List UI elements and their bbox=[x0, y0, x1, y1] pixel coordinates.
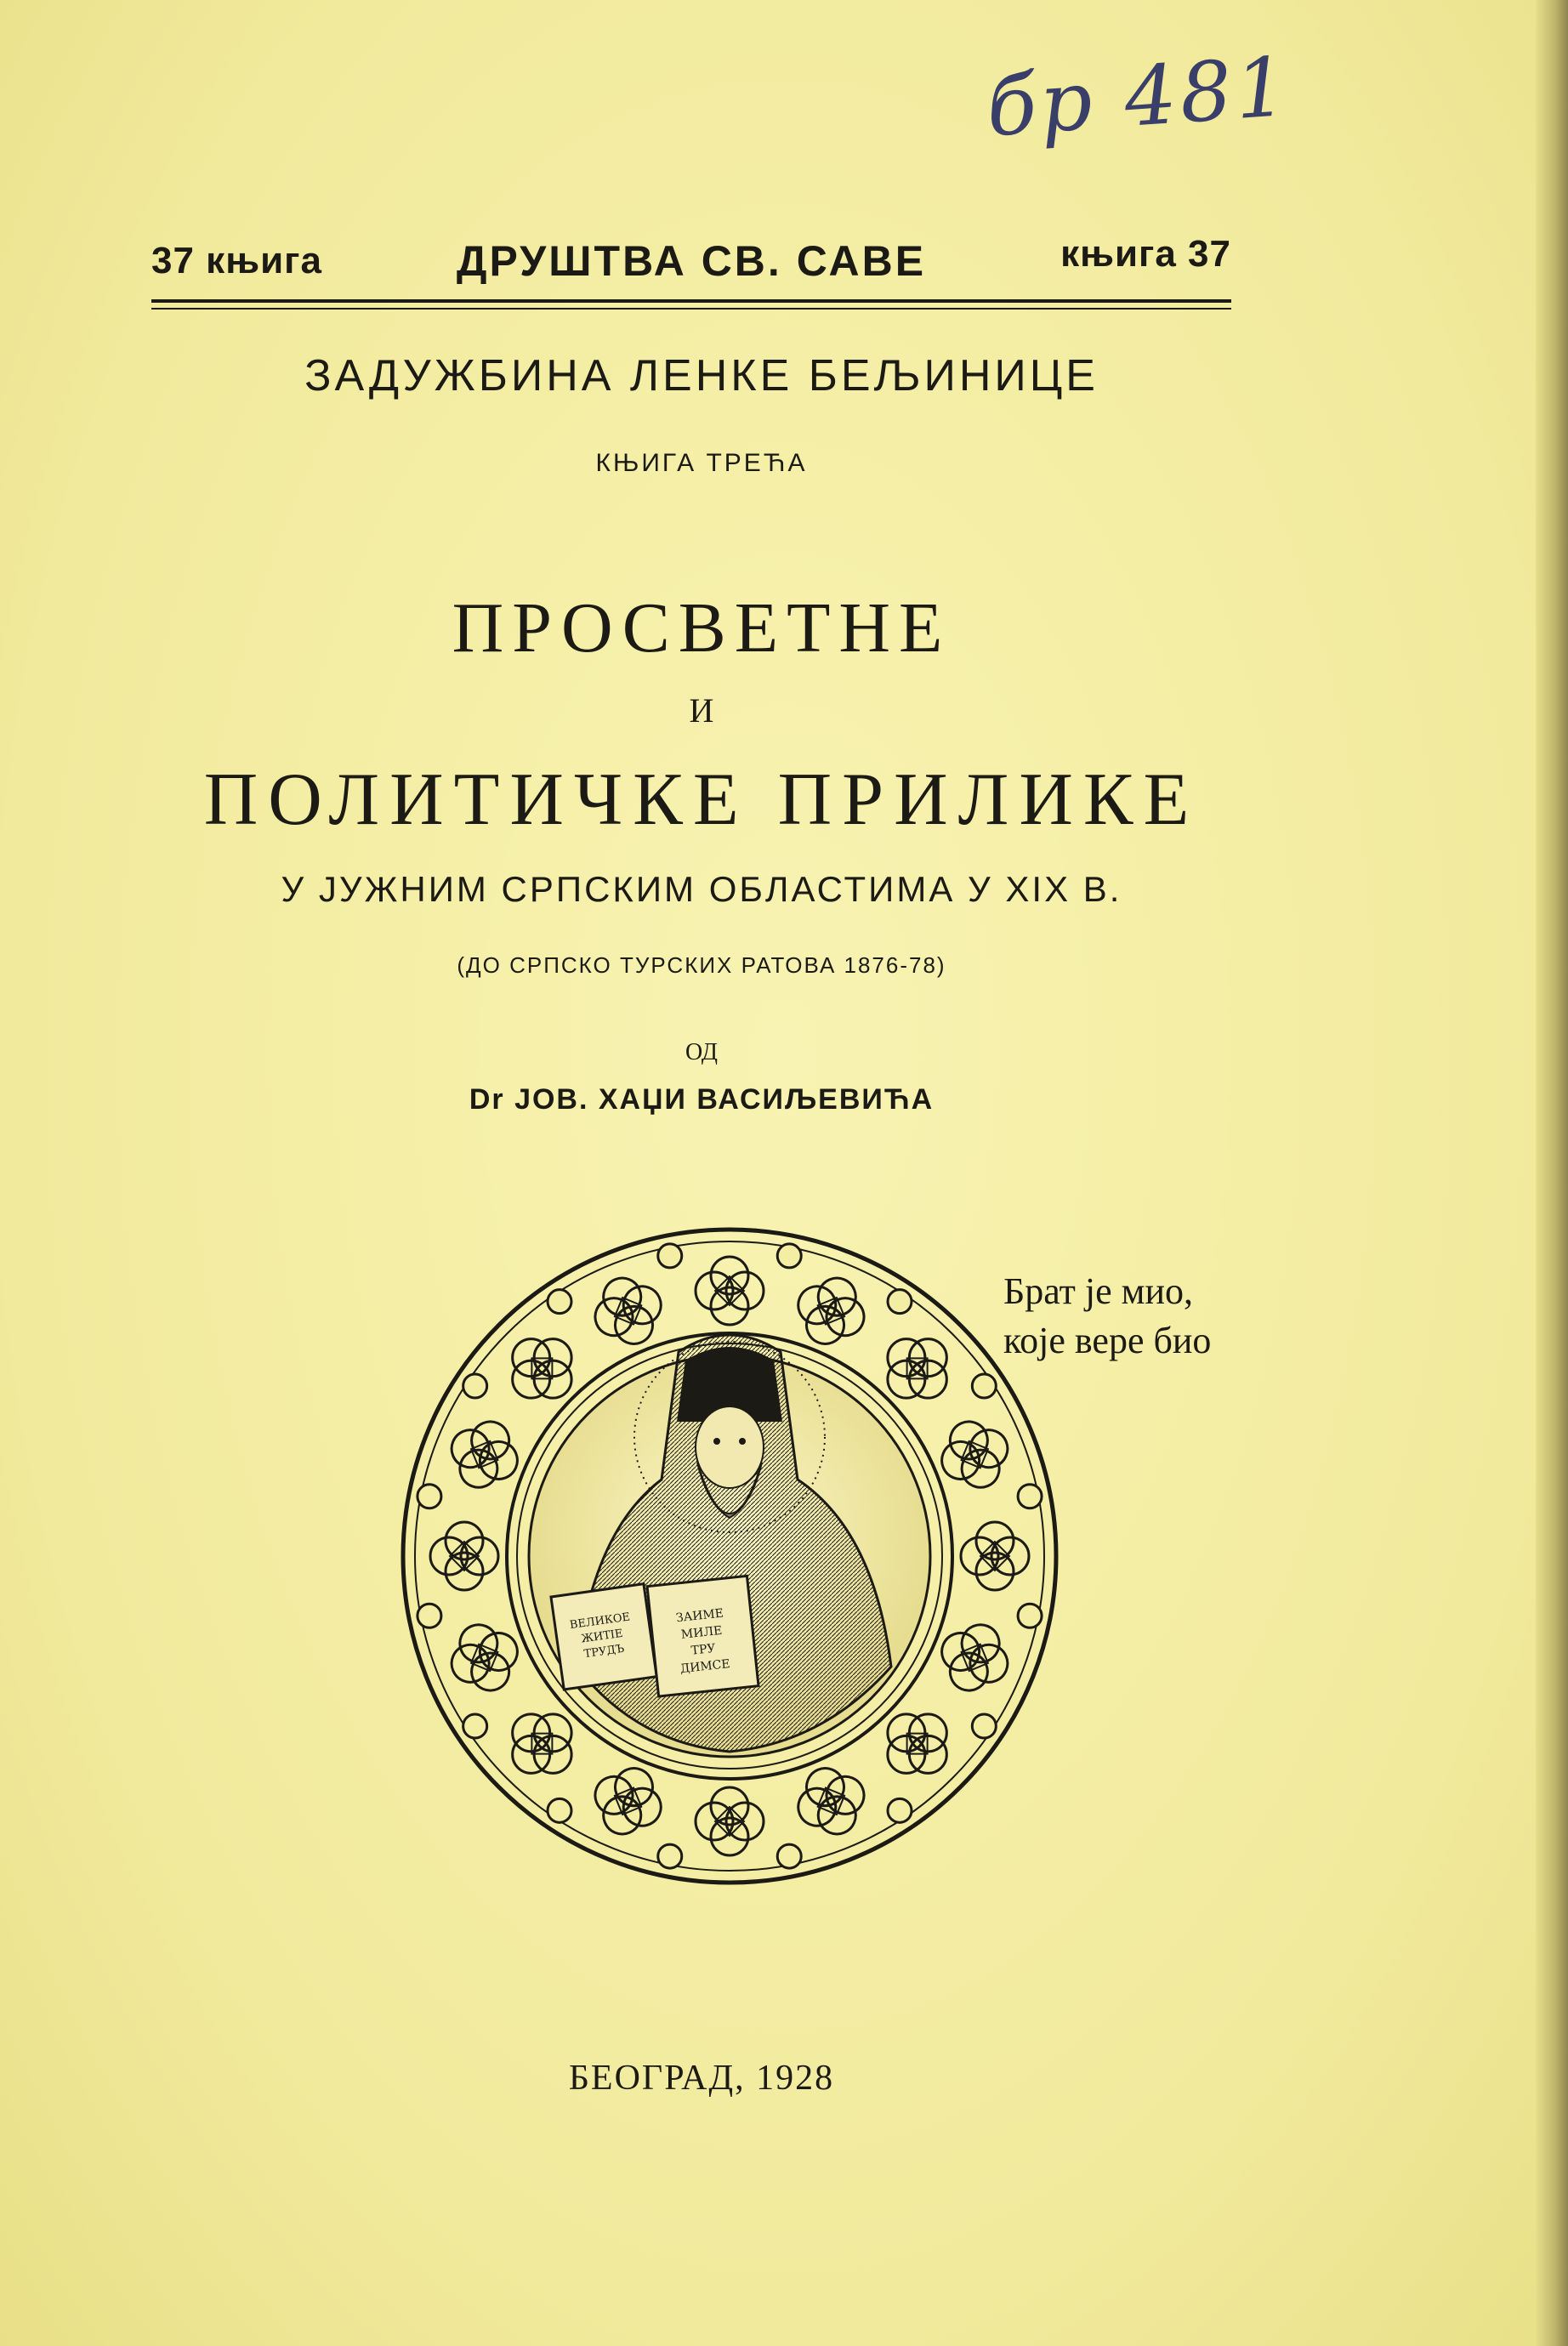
interlace-loop bbox=[658, 1844, 682, 1868]
interlace-knot bbox=[696, 1787, 764, 1855]
motto bbox=[1003, 1267, 1211, 1366]
interlace-knot bbox=[430, 1522, 498, 1590]
book-inscription-right: ЗАИМЕМИЛЕТРУДИМСЕ bbox=[675, 1606, 731, 1677]
interlace-loop bbox=[777, 1844, 801, 1868]
interlace-knot bbox=[696, 1257, 764, 1325]
interlace-knot bbox=[930, 1410, 1020, 1499]
series-publisher: ДРУШТВА СВ. САВЕ bbox=[456, 237, 927, 285]
interlace-knot bbox=[869, 1321, 965, 1417]
header-rule-thick bbox=[151, 299, 1231, 303]
interlace-knot bbox=[961, 1522, 1029, 1590]
interlace-loop bbox=[548, 1798, 571, 1822]
interlace-loop bbox=[888, 1798, 912, 1822]
interlace-knot bbox=[787, 1266, 876, 1355]
interlace-loop bbox=[463, 1374, 487, 1398]
series-volume-right: књига 37 bbox=[1060, 233, 1231, 275]
interlace-knot bbox=[440, 1613, 529, 1702]
interlace-knot bbox=[930, 1613, 1020, 1702]
interlace-knot bbox=[494, 1696, 590, 1792]
interlace-knot bbox=[787, 1757, 876, 1846]
book-inscription-left: ВЕЛИКОЕЖИТІЕТРУДЪ bbox=[569, 1610, 631, 1662]
interlace-loop bbox=[972, 1714, 996, 1738]
interlace-loop bbox=[1018, 1604, 1042, 1627]
motto-line-2: које вере био bbox=[1003, 1320, 1212, 1361]
header-rule-thin bbox=[151, 308, 1231, 310]
foundation-name: ЗАДУЖБИНА ЛЕНКЕ БЕЉИНИЦЕ bbox=[304, 351, 1099, 400]
interlace-loop bbox=[418, 1604, 441, 1627]
handwritten-shelf-number: бр 481 bbox=[983, 38, 1294, 156]
interlace-knot bbox=[869, 1696, 965, 1792]
interlace-knot bbox=[583, 1757, 673, 1846]
by-word: ОД bbox=[685, 1039, 718, 1065]
imprint-place-year: БЕОГРАД, 1928 bbox=[568, 2059, 835, 2098]
book-number: КЊИГА ТРЕЋА bbox=[595, 449, 808, 477]
motto-line-1: Брат је мио, bbox=[1003, 1270, 1194, 1312]
interlace-loop bbox=[777, 1244, 801, 1268]
interlace-loop bbox=[418, 1485, 441, 1508]
saint-sava-emblem bbox=[398, 1224, 1061, 1888]
page-edge-shadow bbox=[1536, 0, 1568, 2346]
subtitle: У ЈУЖНИМ СРПСКИМ ОБЛАСТИМА У XIX В. bbox=[281, 869, 1122, 909]
series-header bbox=[151, 233, 1231, 299]
interlace-knot bbox=[583, 1266, 673, 1355]
interlace-loop bbox=[972, 1374, 996, 1398]
interlace-loop bbox=[888, 1290, 912, 1314]
interlace-loop bbox=[548, 1290, 571, 1314]
series-volume-left: 37 књига bbox=[151, 240, 322, 281]
interlace-loop bbox=[463, 1714, 487, 1738]
title-conjunction: И bbox=[689, 691, 714, 730]
author-name: Dr ЈОВ. ХАЏИ ВАСИЉЕВИЋА bbox=[469, 1083, 935, 1116]
interlace-knot bbox=[494, 1321, 590, 1417]
subtitle-parenthetical: (ДО СРПСКО ТУРСКИХ РАТОВА 1876-78) bbox=[457, 952, 946, 978]
interlace-knot bbox=[440, 1410, 529, 1499]
interlace-loop bbox=[1018, 1485, 1042, 1508]
title-line-1: ПРОСВЕТНЕ bbox=[452, 588, 952, 667]
interlace-loop bbox=[658, 1244, 682, 1268]
title-line-2: ПОЛИТИЧКЕ ПРИЛИКЕ bbox=[203, 758, 1200, 841]
